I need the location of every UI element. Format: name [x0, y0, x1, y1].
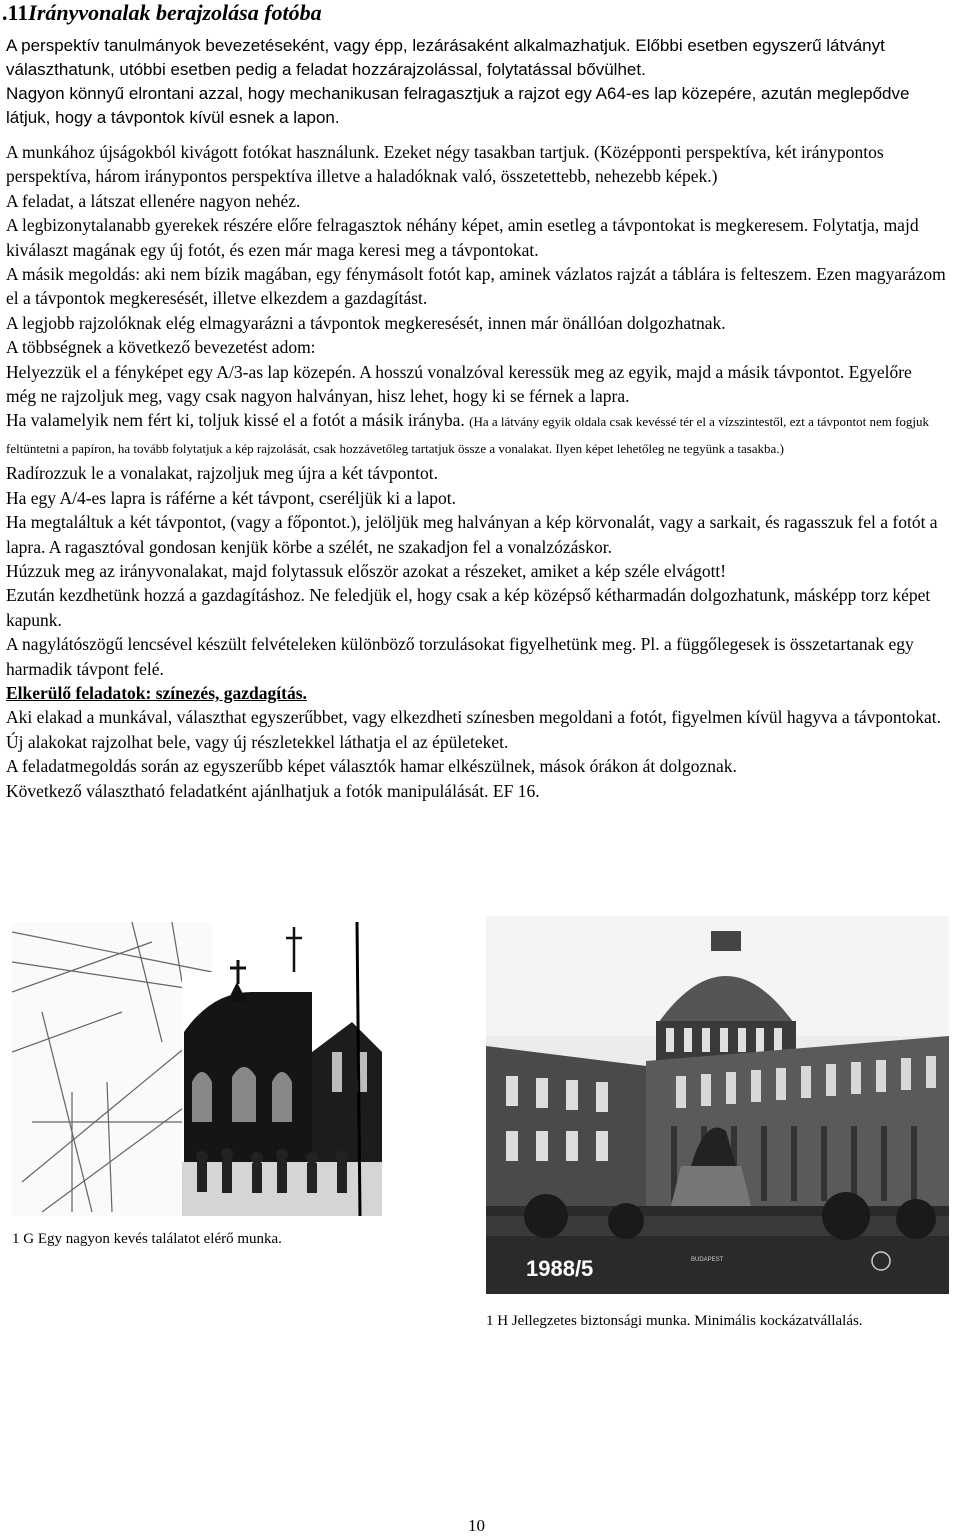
paragraph: A legjobb rajzolóknak elég elmagyarázni a távpontok megkeresését, innen már önállóan dolgozhatnak. — [6, 312, 726, 333]
paragraph: A perspektív tanulmányok bevezetéseként, vagy épp, lezárásaként alkalmazhatjuk. Előbbi esetben egyszerű látványt választhatunk, utóbbi esetben pedig a feladat hozzárajzolással, folytatással bővülhet. — [6, 36, 885, 79]
paragraph: A másik megoldás: aki nem bízik magában, egy fénymásolt fotót kap, aminek vázlatos rajzát a táblára is felteszem. Ezen magyarázom el a távpontok megkeresését, illetve elkezdem a gazdagítást. — [6, 264, 946, 309]
paragraph: A legbizonytalanabb gyerekek részére előre felragasztok néhány képet, amin esetleg a távpontokat is megkeresem. Folytatja, majd kiválaszt magának egy új fotót, és ezen már maga keresi meg a távpontokat. — [6, 215, 919, 260]
paragraph: A feladatmegoldás során az egyszerűbb képet választók hamar elkészülnek, mások órákon át dolgoznak. — [6, 756, 737, 777]
body-text — [6, 34, 946, 803]
paragraph: Következő választható feladatként ajánlhatjuk a fotók manipulálását. EF 16. — [6, 780, 540, 801]
sketch-image — [12, 922, 460, 1216]
castle-photo-figure — [486, 916, 949, 1294]
paragraph: A munkához újságokból kivágott fotókat használunk. Ezeket négy tasakban tartjuk. (Középponti perspektíva, két iránypontos perspektíva, három iránypontos perspektíva illetve a haladóknak való, összetettebb, nehezebb képek.) — [6, 142, 884, 187]
photo-stamp: 1988/5 — [526, 1256, 594, 1281]
paragraph: Ezután kezdhetünk hozzá a gazdagításhoz. Ne feledjük el, hogy csak a kép középső kétharmadán dolgozhatunk, másképp torz képet kapunk. — [6, 585, 931, 630]
castle-photo — [486, 916, 949, 1294]
paragraph: Nagyon könnyű elrontani azzal, hogy mechanikusan felragasztjuk a rajzot egy A64-es lap közepére, azután meglepődve látjuk, hogy a távpontok kívül esnek a lapon. — [6, 84, 910, 127]
subheading: Elkerülő feladatok: színezés, gazdagítás. — [6, 682, 307, 703]
title-number: .11 — [2, 0, 29, 25]
paragraph: Helyezzük el a fényképet egy A/3-as lap közepén. A hosszú vonalzóval keressük meg az egyik, majd a másik távpontot. Egyelőre még ne rajzoljuk meg, vagy csak nagyon halványan, hisz lehet, hogy ki se férnek a lapra. — [6, 361, 912, 407]
paragraph: Radírozzuk le a vonalakat, rajzoljuk meg újra a két távpontot. — [6, 463, 438, 484]
left-figure-caption: 1 G Egy nagyon kevés találatot elérő munka. — [12, 1231, 282, 1247]
paragraph-main: Ha valamelyik nem fért ki, toljuk kissé el a fotót a másik irányba. — [6, 410, 470, 431]
photo-small-text: BUDAPEST — [691, 1257, 724, 1263]
paragraph: Ha megtaláltuk a két távpontot, (vagy a főpontot.), jelöljük meg halványan a kép körvonalát, vagy a sarkait, és ragasszuk fel a fotót a lapra. A ragasztóval gondosan kenjük körbe a szélét, ne szakadjon fel a vonalzózáskor. — [6, 512, 938, 557]
paragraph: A nagylátószögű lencsével készült felvételeken különböző torzulásokat figyelhetünk meg. Pl. a függőlegesek is összetartanak egy harmadik távpont felé. — [6, 634, 914, 679]
right-figure-caption: 1 H Jellegzetes biztonsági munka. Minimális kockázatvállalás. — [486, 1313, 863, 1329]
section-title — [2, 0, 322, 26]
paragraph: Ha egy A/4-es lapra is ráférne a két távpont, cseréljük ki a lapot. — [6, 487, 456, 508]
paragraph-note: (Ha a látvány egyik oldala csak kevéssé tér el a vízszintestől, ezt a távpontot nem fogjuk feltüntetni a papíron, ha tovább folytatjuk a kép rajzolását, csak hozzávetőleg tartatjuk össze a vonalakat. Ilyen képet lehetőleg ne tegyünk a tasakba.) — [6, 414, 930, 456]
paragraph: A feladat, a látszat ellenére nagyon nehéz. — [6, 190, 301, 211]
paragraph — [6, 408, 946, 461]
title-text: Irányvonalak berajzolása fotóba — [28, 0, 322, 25]
page-number: 10 — [468, 1516, 485, 1535]
paragraph: A többségnek a következő bevezetést adom: — [6, 337, 316, 358]
paragraph: Aki elakad a munkával, választhat egyszerűbbet, vagy elkezdheti színesben megoldani a fotót, figyelmen kívül hagyva a távpontokat. Új alakokat rajzolhat bele, vagy új részletekkel láthatja el az épületeket. — [6, 707, 941, 752]
paragraph: Húzzuk meg az irányvonalakat, majd folytassuk először azokat a részeket, amiket a kép széle elvágott! — [6, 560, 727, 581]
sketch-figure — [12, 922, 460, 1216]
